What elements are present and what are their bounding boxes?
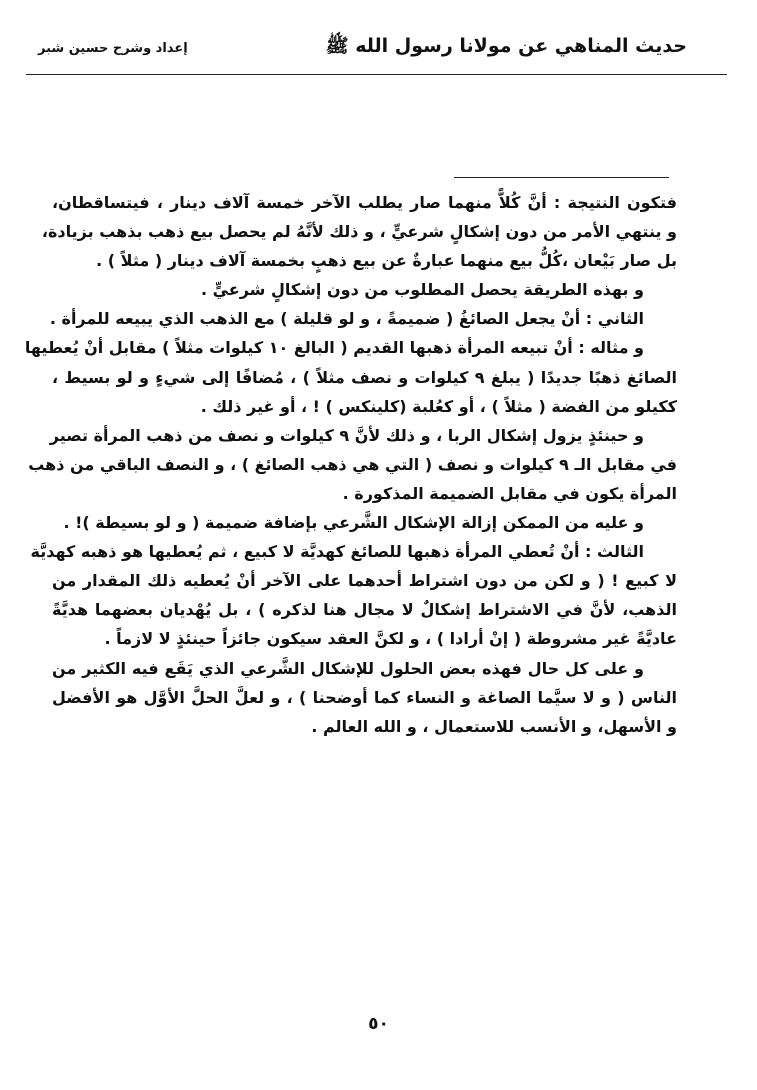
running-header	[38, 30, 687, 66]
header-divider	[26, 74, 727, 75]
text-line: و عليه من الممكن إزالة الإشكال الشَّرعي بإضافة ضميمة ( و لو بسيطة )! .	[63, 513, 644, 533]
text-line: بل صار بَيْعان ،كُلُّ بيع منهما عبارةٌ عن بيع ذهبٍ بخمسة آلاف دينار ( مثلاً ) .	[96, 251, 677, 271]
text-line: الناس ( و لا سيَّما الصاغة و النساء كما أوضحنا ) ، و لعلَّ الحلَّ الأوَّل هو الأفضل	[52, 687, 677, 707]
text-line: لا كبيع ! ( و لكن من دون اشتراط أحدهما على الآخر أنْ يُعطيه ذلك المقدار من	[52, 571, 677, 591]
text-line: فتكون النتيجة : أنَّ كُلاًّ منهما صار يطلب الآخر خمسة آلاف دينار ، فيتساقطان،	[52, 193, 677, 212]
text-line: و بهذه الطريقة يحصل المطلوب من دون إشكالٍ شرعيٍّ .	[200, 280, 644, 300]
text-line: و مثاله : أنْ تبيعه المرأة ذهبها القديم ( البالغ ١٠ كيلوات مثلاً ) مقابل أنْ يُعطيها	[24, 338, 644, 358]
text-line: و على كل حال فهذه بعض الحلول للإشكال الشَّرعي الذي يَقَع فيه الكثير من	[52, 658, 644, 678]
text-line: الثاني : أنْ يجعل الصائغُ ( ضميمةً ، و لو قليلة ) مع الذهب الذي يبيعه للمرأة .	[49, 309, 644, 329]
text-line: في مقابل الـ ٩ كيلوات و نصف ( التي هي ذهب الصائغ ) ، و النصف الباقي من ذهب	[28, 454, 677, 474]
text-line: الثالث : أنْ تُعطي المرأة ذهبها للصائغ كهديَّة لا كبيع ، ثم يُعطيها هو ذهبه كهديَّة	[30, 542, 644, 562]
author-credit: إعداد وشرح حسين شبر	[38, 40, 188, 56]
text-line: المرأة يكون في مقابل الضميمة المذكورة .	[342, 483, 677, 503]
book-title: حديث المناهي عن مولانا رسول الله ﷺ	[325, 35, 687, 57]
text-line: و الأسهل، و الأنسب للاستعمال ، و الله العالم .	[311, 716, 677, 736]
text-line: الصائغ ذهبًا جديدًا ( يبلغ ٩ كيلوات و نصف مثلاً ) ، مُضافًا إلى شيءٍ و لو بسيط ،	[52, 367, 677, 387]
text-line: عاديَّةً غير مشروطة ( إنْ أرادا ) ، و لكنَّ العقد سيكون جائزاً حينئذٍ لا لازماً .	[104, 629, 677, 649]
page-number: ٥٠	[368, 1014, 389, 1034]
text-line: ككيلو من الفضة ( مثلاً ) ، أو كعُلبة (كلينكس ) ! ، أو غير ذلك .	[200, 396, 677, 416]
text-line: الذهب، لأنَّ في الاشتراط إشكالٌ لا مجال هنا لذكره ) ، بل يُهْديان بعضهما هديَّةً	[52, 600, 677, 620]
section-divider	[454, 177, 669, 178]
page-body	[24, 188, 677, 741]
text-line: و ينتهي الأمر من دون إشكالٍ شرعيٍّ ، و ذلك لأنَّهُ لم يحصل بيع ذهب بذهب بزيادة،	[41, 222, 677, 242]
text-line: و حينئذٍ يزول إشكال الربا ، و ذلك لأنَّ ٩ كيلوات و نصف من ذهب المرأة تصير	[49, 425, 644, 445]
